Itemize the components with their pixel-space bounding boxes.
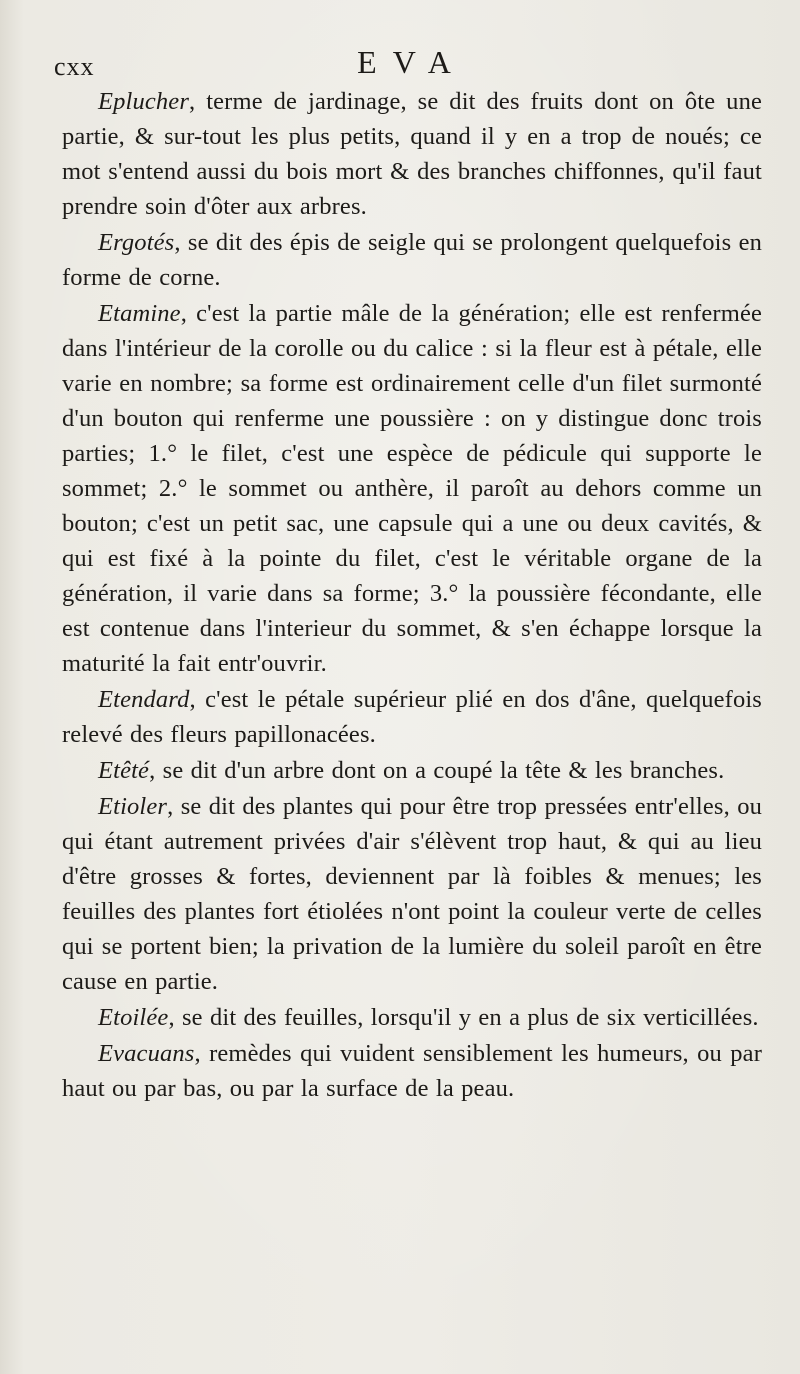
entry-term: Eplucher — [98, 88, 190, 115]
entry-definition: , c'est la partie mâle de la génération; elle est renfermée dans l'intérieur de la corolle ou du calice : si la fleur est à pétale, elle varie en nombre; sa forme est ordinairement celle d'un filet surmonté d'un bouton qui renferme une poussière : on y distingue donc trois parties; 1.° le filet, c'est une espèce de pédicule qui supporte le sommet; 2.° le sommet ou anthère, il paroît au dehors comme un bouton; c'est un petit sac, une capsule qui a une ou deux cavités, & qui est fixé à la pointe du filet, c'est le véritable organe de la génération, il varie dans sa forme; 3.° la poussière fécondante, elle est contenue dans l'interieur du sommet, & s'en échappe lorsque la maturité la fait entr'ouvrir. — [62, 300, 762, 677]
entry-etendard — [62, 682, 762, 752]
dictionary-text — [62, 84, 762, 1106]
entry-term: Etendard — [98, 686, 190, 713]
entry-definition: , c'est le pétale supérieur plié en dos d'âne, quelquefois relevé des fleurs papillonacées. — [62, 686, 762, 748]
entry-definition: , se dit d'un arbre dont on a coupé la tête & les branches. — [149, 757, 725, 784]
entry-etoilee — [62, 1000, 762, 1035]
running-title: EVA — [357, 44, 467, 80]
entry-definition: , se dit des plantes qui pour être trop pressées entr'elles, ou qui étant autrement privées d'air s'élèvent trop haut, & qui au lieu d'être grosses & fortes, deviennent par là foibles & menues; les feuilles des plantes fort étiolées n'ont point la couleur verte de celles qui se portent bien; la privation de la lumière du soleil paroît en être cause en partie. — [62, 793, 762, 995]
entry-term: Etoilée — [98, 1004, 169, 1031]
entry-definition: , terme de jardinage, se dit des fruits dont on ôte une partie, & sur-tout les plus petits, quand il y en a trop de noués; ce mot s'entend aussi du bois mort & des branches chiffonnes, qu'il faut prendre soin d'ôter aux arbres. — [62, 88, 762, 220]
entry-term: Etioler — [98, 793, 168, 820]
entry-etete — [62, 753, 762, 788]
entry-definition: , se dit des épis de seigle qui se prolongent quelquefois en forme de corne. — [62, 229, 762, 291]
entry-term: Evacuans — [98, 1040, 195, 1067]
entry-term: Ergotés — [98, 229, 175, 256]
entry-term: Etêté — [98, 757, 150, 784]
running-head — [54, 40, 762, 81]
entry-definition: , se dit des feuilles, lorsqu'il y en a plus de six verticillées. — [168, 1004, 759, 1031]
entry-ergotes — [62, 225, 762, 295]
entry-definition: , remèdes qui vuident sensiblement les humeurs, ou par haut ou par bas, ou par la surface de la peau. — [62, 1040, 762, 1102]
page-number: cxx — [54, 52, 95, 81]
entry-eplucher — [62, 84, 762, 224]
entry-evacuans — [62, 1036, 762, 1106]
entry-term: Etamine — [98, 300, 181, 327]
entry-etioler — [62, 789, 762, 999]
entry-etamine — [62, 296, 762, 681]
